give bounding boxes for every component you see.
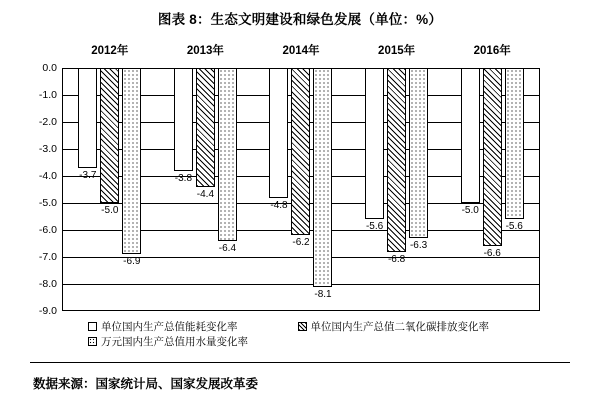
bar-value-label: -4.4 — [196, 188, 215, 200]
bar — [461, 68, 480, 203]
bar-value-label: -6.9 — [123, 256, 141, 268]
legend-label: 万元国内生产总值用水量变化率 — [101, 336, 248, 348]
bar — [196, 68, 215, 187]
x-axis-category-label: 2015年 — [378, 45, 416, 57]
bar-value-label: -4.8 — [270, 199, 288, 211]
bar-group — [158, 45, 254, 311]
bar-value-label: -8.1 — [314, 288, 332, 300]
chart-plot-area — [38, 45, 540, 317]
bar-value-label: -6.6 — [483, 248, 501, 260]
bar-value-label: -5.0 — [101, 205, 119, 216]
bar-group — [62, 45, 158, 311]
y-axis-tick-label: -8.0 — [38, 278, 57, 290]
bar-value-label: -6.3 — [409, 240, 428, 252]
y-axis-tick-label: -4.0 — [38, 170, 57, 182]
legend-item[interactable] — [298, 320, 490, 335]
legend-label: 单位国内生产总值二氧化碳排放变化率 — [310, 321, 489, 333]
bar-value-label: -3.8 — [174, 172, 193, 184]
bar-value-label: -6.4 — [218, 242, 237, 254]
legend-item[interactable] — [88, 320, 238, 335]
bar — [291, 68, 310, 235]
bar — [313, 68, 332, 287]
legend-row — [88, 335, 558, 350]
x-axis-category-label: 2012年 — [91, 45, 129, 57]
bar-group — [253, 45, 349, 311]
bar-group — [349, 45, 445, 311]
bar — [100, 68, 119, 203]
legend-swatch — [298, 322, 307, 331]
bar-value-label: -5.6 — [365, 221, 384, 233]
bar — [269, 68, 288, 198]
y-axis-tick-label: -1.0 — [38, 89, 57, 101]
y-axis-tick-label: 0.0 — [42, 62, 57, 74]
bar-value-label: -3.7 — [79, 169, 97, 181]
bar-group — [444, 45, 540, 311]
bar — [174, 68, 193, 171]
y-axis-tick-label: -2.0 — [38, 116, 57, 128]
bar — [78, 68, 97, 168]
x-axis-category-label: 2016年 — [473, 45, 511, 57]
source-note: 数据来源：国家统计局、国家发展改革委 — [33, 377, 259, 391]
bar-value-label: -5.6 — [505, 221, 523, 233]
y-axis-tick-label: -9.0 — [38, 305, 57, 317]
legend-swatch — [88, 322, 97, 331]
y-axis-tick-label: -5.0 — [38, 197, 57, 209]
y-axis-tick-label: -6.0 — [38, 224, 57, 236]
bar-value-label: -6.8 — [387, 253, 406, 265]
legend-label: 单位国内生产总值能耗变化率 — [101, 321, 238, 333]
bar — [505, 68, 524, 219]
bar — [409, 68, 428, 238]
bar — [365, 68, 384, 219]
legend-row — [88, 320, 558, 335]
bar-value-label: -5.0 — [461, 205, 479, 216]
legend-swatch — [88, 337, 97, 346]
y-axis-tick-label: -7.0 — [38, 251, 57, 263]
legend-item[interactable] — [88, 335, 248, 350]
source-divider — [30, 362, 570, 363]
bar — [483, 68, 502, 246]
bar — [387, 68, 406, 252]
chart-legend — [88, 320, 558, 350]
x-axis-category-label: 2013年 — [186, 45, 224, 57]
bar — [122, 68, 141, 254]
x-axis-category-label: 2014年 — [282, 45, 320, 57]
bar — [218, 68, 237, 241]
bar-value-label: -6.2 — [292, 237, 310, 249]
y-axis-tick-label: -3.0 — [38, 143, 57, 155]
chart-title: 图表 8：生态文明建设和绿色发展（单位：%） — [157, 12, 443, 27]
